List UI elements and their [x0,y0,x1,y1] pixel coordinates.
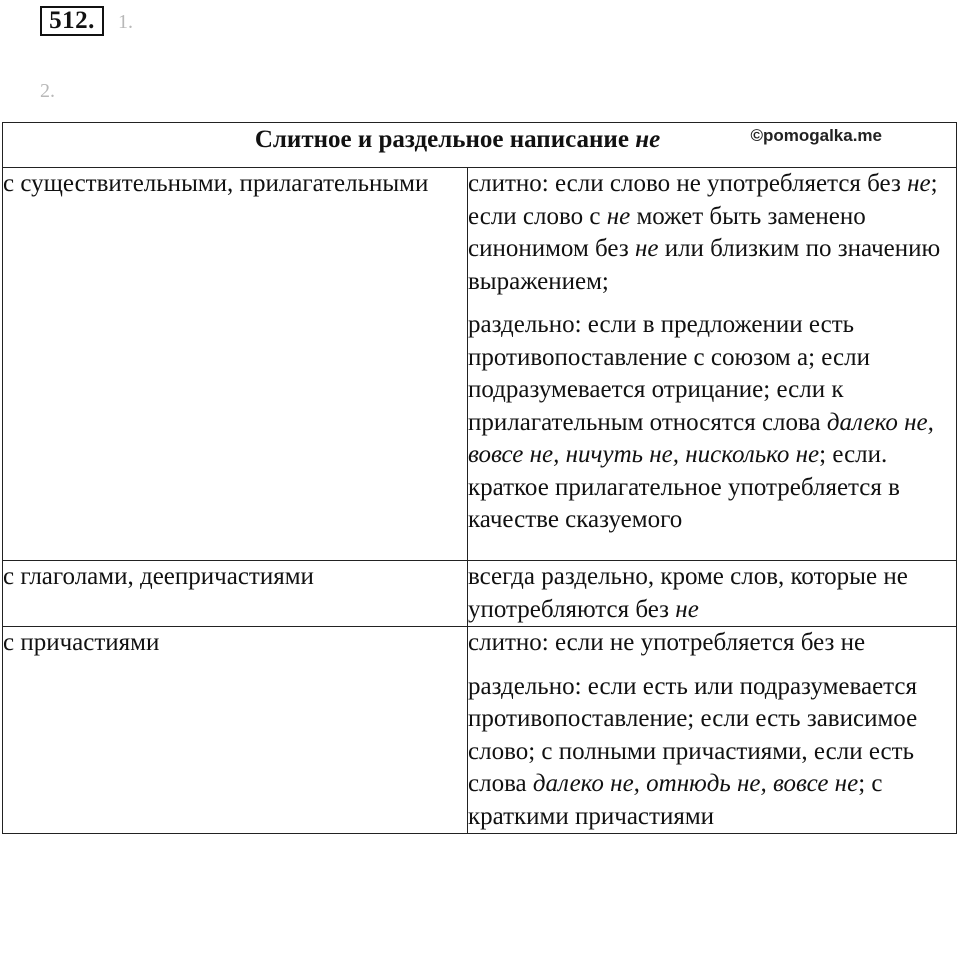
row-1-rule-together: слитно: если слово не употребляется без не; если слово с не может быть заменено синонимом без не или близким по значению выражением; [468,170,941,295]
table-header-row [3,123,957,168]
row-3-category: с причастиями [3,627,468,834]
row-2-rule-text: всегда раздельно, кроме слов, которые не употребляются без не [468,563,908,623]
table-title [3,123,957,168]
table-title-text: Слитное и раздельное написание не [254,126,661,153]
part-1-label: 1. [118,11,133,33]
row-1-rule [468,168,957,561]
row-2-category: с глаголами, деепричастиями [3,561,468,627]
part-2-label: 2. [40,80,55,102]
watermark: ©pomogalka.me [750,126,882,145]
row-1-rule-separate: раздельно: если в предложении есть противопоставление с союзом а; если подразумевается отрицание; если к прилагательным относятся слова далеко не, вовсе не, ничуть не, нисколько не; если. краткое прилагательное употребляется в качестве сказуемого [468,311,934,533]
row-3-rule [468,627,957,834]
row-3-rule-separate: раздельно: если есть или подразумевается противопоставление; если есть зависимое слово; с полными причастиями, если есть слова далеко не, отнюдь не, вовсе не; с краткими причастиями [468,672,918,830]
row-3-rule-together: слитно: если не употребляется без не [468,629,866,656]
row-1-category: с существительными, прилагательными [3,168,468,561]
exercise-number: 512. [40,6,104,36]
rules-table [2,122,957,834]
table-row [3,627,957,834]
table-row [3,168,957,561]
table-title-italic: не [635,126,661,153]
table-row [3,561,957,627]
row-2-rule [468,561,957,627]
